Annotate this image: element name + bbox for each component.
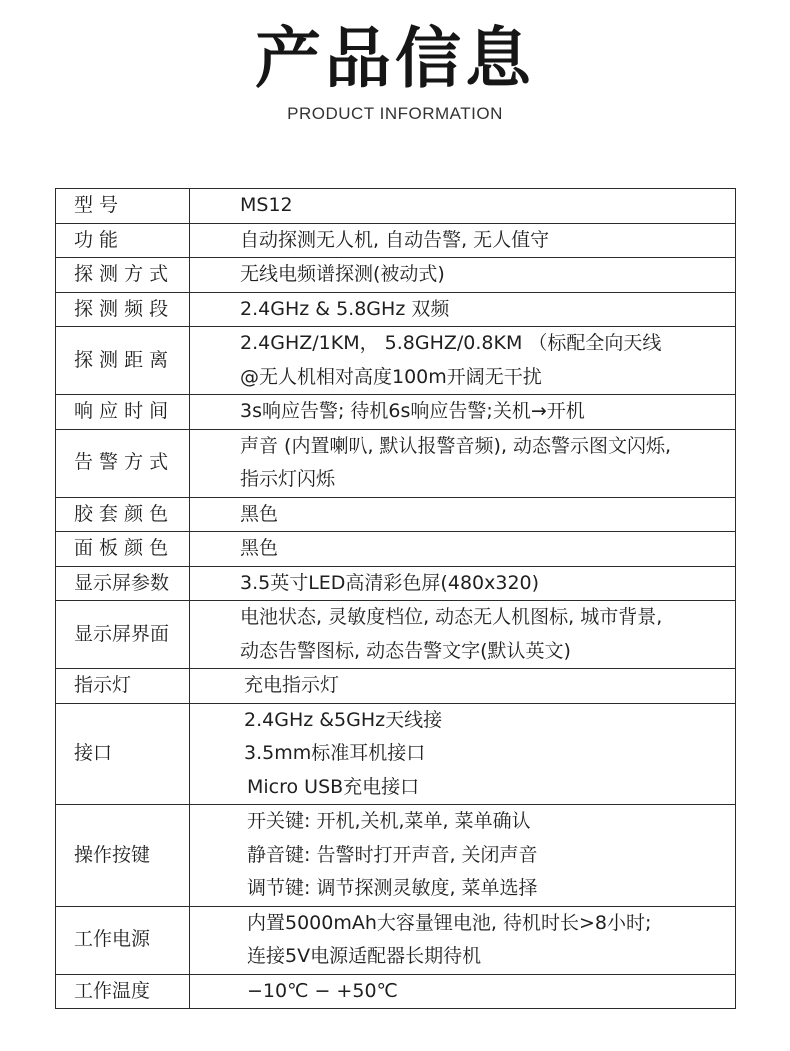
row-label-interface: 接口	[56, 703, 190, 805]
row-label-detection-range: 探 测 距 离	[56, 327, 190, 395]
row-value-screen-interface: 电池状态, 灵敏度档位, 动态无人机图标, 城市背景, 动态告警图标, 动态告警文字(默认英文)	[190, 601, 736, 669]
table-row	[56, 189, 736, 224]
row-label-sleeve-color: 胶 套 颜 色	[56, 497, 190, 532]
table-row	[56, 805, 736, 907]
table-row	[56, 566, 736, 601]
row-label-model: 型 号	[56, 189, 190, 224]
table-row	[56, 906, 736, 974]
table-row	[56, 497, 736, 532]
row-value-indicator: 充电指示灯	[190, 669, 736, 704]
row-label-function: 功 能	[56, 223, 190, 258]
row-label-panel-color: 面 板 颜 色	[56, 532, 190, 567]
row-value-temperature: −10℃ − +50℃	[190, 974, 736, 1009]
row-value-alarm-method: 声音 (内置喇叭, 默认报警音频), 动态警示图文闪烁, 指示灯闪烁	[190, 429, 736, 497]
row-label-temperature: 工作温度	[56, 974, 190, 1009]
table-row	[56, 327, 736, 395]
row-value-sleeve-color: 黑色	[190, 497, 736, 532]
row-label-screen-interface: 显示屏界面	[56, 601, 190, 669]
row-value-frequency-band: 2.4GHz & 5.8GHz 双频	[190, 292, 736, 327]
row-label-buttons: 操作按键	[56, 805, 190, 907]
table-row	[56, 395, 736, 430]
row-value-detection-range: 2.4GHZ/1KM， 5.8GHZ/0.8KM （标配全向天线 @无人机相对高度100m开阔无干扰	[190, 327, 736, 395]
table-row	[56, 223, 736, 258]
row-label-alarm-method: 告 警 方 式	[56, 429, 190, 497]
table-row	[56, 532, 736, 567]
row-value-model: MS12	[190, 189, 736, 224]
row-value-screen-params: 3.5英寸LED高清彩色屏(480x320)	[190, 566, 736, 601]
row-value-buttons: 开关键: 开机,关机,菜单, 菜单确认 静音键: 告警时打开声音, 关闭声音 调节键: 调节探测灵敏度, 菜单选择	[190, 805, 736, 907]
row-label-frequency-band: 探 测 频 段	[56, 292, 190, 327]
row-label-indicator: 指示灯	[56, 669, 190, 704]
row-value-function: 自动探测无人机, 自动告警, 无人值守	[190, 223, 736, 258]
row-value-panel-color: 黑色	[190, 532, 736, 567]
row-value-response-time: 3s响应告警; 待机6s响应告警;关机→开机	[190, 395, 736, 430]
table-row	[56, 703, 736, 805]
page-title: 产品信息	[255, 20, 535, 97]
table-row	[56, 669, 736, 704]
table-row	[56, 974, 736, 1009]
table-row	[56, 258, 736, 293]
table-row	[56, 429, 736, 497]
table-row	[56, 601, 736, 669]
spec-table	[55, 188, 736, 1009]
row-value-interface: 2.4GHz &5GHz天线接 3.5mm标准耳机接口 Micro USB充电接口	[190, 703, 736, 805]
row-label-response-time: 响 应 时 间	[56, 395, 190, 430]
row-label-screen-params: 显示屏参数	[56, 566, 190, 601]
row-label-detection-method: 探 测 方 式	[56, 258, 190, 293]
table-row	[56, 292, 736, 327]
row-value-detection-method: 无线电频谱探测(被动式)	[190, 258, 736, 293]
row-value-power: 内置5000mAh大容量锂电池, 待机时长>8小时; 连接5V电源适配器长期待机	[190, 906, 736, 974]
row-label-power: 工作电源	[56, 906, 190, 974]
page-subtitle: PRODUCT INFORMATION	[287, 104, 503, 123]
